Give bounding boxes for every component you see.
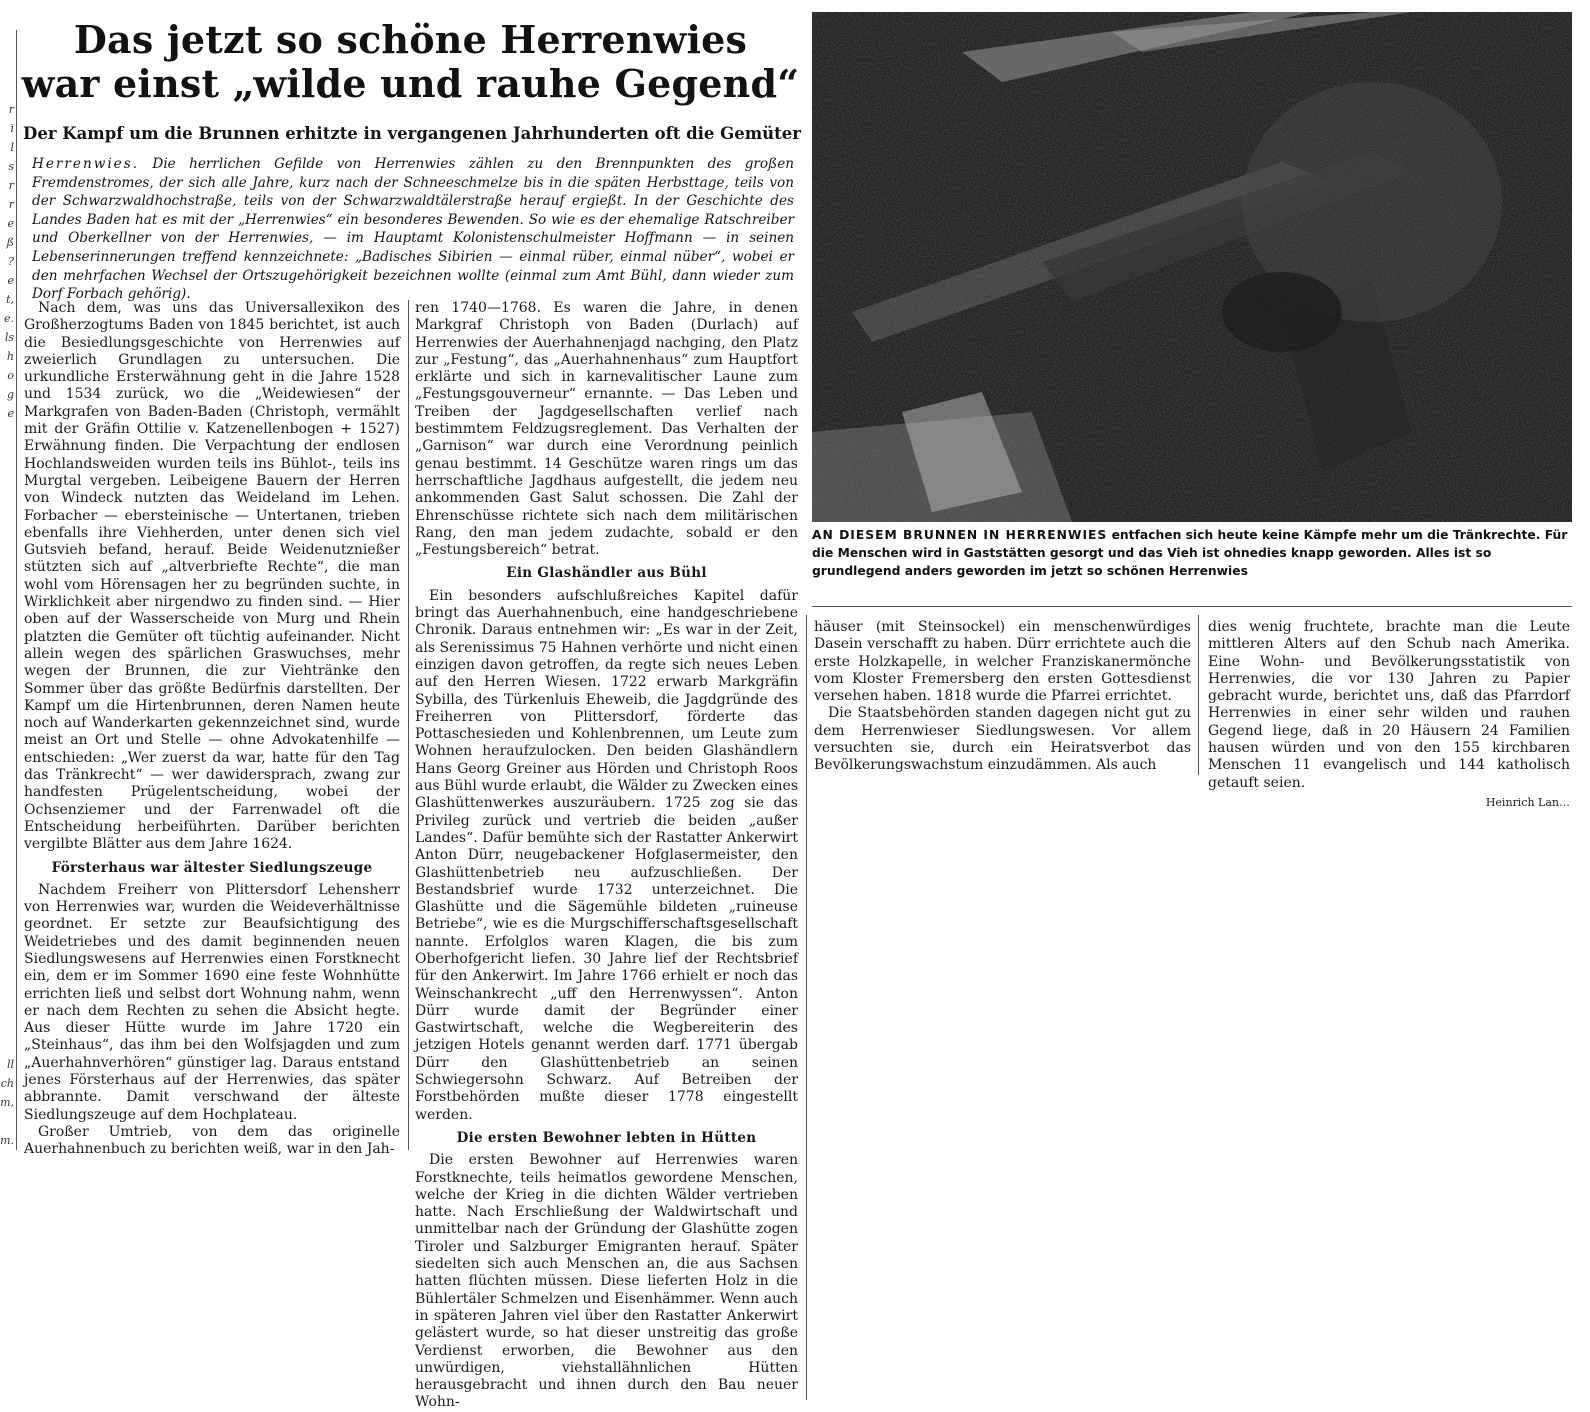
margin-fragment: m. bbox=[0, 1134, 14, 1147]
column-2-subheading-2: Die ersten Bewohner lebten in Hütten bbox=[456, 1129, 757, 1146]
margin-fragment: ß bbox=[6, 236, 14, 249]
margin-fragment: h bbox=[6, 350, 14, 363]
margin-fragment: r bbox=[8, 198, 14, 211]
margin-fragment: g bbox=[6, 388, 14, 401]
lead-dateline: Herrenwies. bbox=[32, 156, 140, 172]
margin-fragment: ch bbox=[0, 1077, 14, 1090]
margin-fragment: e bbox=[7, 274, 14, 287]
photo-caption-text: entfachen sich heute keine Kämpfe mehr um die Tränkrechte. Für die Menschen wird in Gaststätten gesorgt und das Vieh ist ohnedies knapp geworden. Alles ist so grundlegend anders geworden im jetzt so schönen Herrenwies bbox=[812, 528, 1568, 578]
left-margin-fragments-lower bbox=[0, 1055, 14, 1155]
margin-fragment: t, bbox=[6, 293, 14, 306]
left-border-rule bbox=[16, 30, 17, 1150]
margin-fragment: r bbox=[8, 179, 14, 192]
headline bbox=[18, 18, 803, 106]
column-1-paragraph-1: Nach dem, was uns das Universallexikon des Großherzogtums Baden von 1845 berichtet, ist auch die Besiedlungsgeschichte von Herrenwies auf zweierlich Grundlagen zu untersuchen. Die urkundliche Ersterwähnung geht in die Jahre 1528 und 1534 zurück, wo die „Weidewiesen“ der Markgrafen von Baden-Baden (Christoph, vermählt mit der Gräfin Ottilie v. Katzenellenbogen + 1527) Erwähnung finden. Die Verpachtung der endlosen Hochlandsweiden wurden teils ins Bühlot-, teils ins Murgtal vergeben. Leibeigene Bauern der Herren von Windeck nutzten das Weideland im Lehen. Forbacher — ebersteinische — Untertanen, trieben ebenfalls ihre Viehherden, unter denen sich viel Gutsvieh befand, herauf. Beide Weidenutznießer stützten sich auf „altverbriefte Rechte“, die man wohl vom Hörensagen her zu begründen suchte, in Wirklichkeit aber nirgendwo zu finden sind. — Hier oben auf der Wasserscheide von Murg und Rhein platzten die Gemüter oft tüchtig aufeinander. Nicht allein wegen des spärlichen Graswuchses, mehr wegen der Brunnen, die zur Viehtränke den Sommer über das größte Bedürfnis darstellten. Der Kampf um die Hirtenbrunnen, deren Namen heute noch auf Wanderkarten gekennzeichnet sind, wurde meist an Ort und Stelle — ohne Advokatenhilfe — entschieden: „Wer zuerst da war, hatte für den Tag das Tränkrecht“ — wer dawidersprach, zwang zur handfesten Prügelentscheidung, wobei der Ochsenziemer und der Farrenwadel oft die Entscheidung herbeiführten. Darüber berichten vergilbte Blätter aus dem Jahre 1624. bbox=[24, 300, 400, 853]
column-2-paragraph-1: ren 1740—1768. Es waren die Jahre, in denen Markgraf Christoph von Baden (Durlach) auf Herrenwies der Auerhahnenjagd nachging, den Platz zur „Festung“, das „Auerhahnenhaus“ zum Hauptfort erklärte und sich in karnevalitischer Laune zum „Festungsgouverneur“ ernannte. — Das Leben und Treiben der Jagdgesellschaften verlief nach bestimmtem Feldzugsreglement. Das Verhalten der „Garnison“ war durch eine Verordnung peinlich genau bestimmt. 14 Geschütze waren rings um das herrschaftliche Jagdhaus aufgestellt, die jedem neu ankommenden Gast Salut schossen. Die Zahl der Ehrenschüsse richtete sich nach dem militärischen Rang, den man jedem zudachte, sobald er den „Festungsbereich“ betrat. bbox=[415, 300, 798, 559]
lead-paragraph bbox=[32, 155, 794, 304]
column-4 bbox=[1208, 619, 1570, 811]
margin-fragment: e. bbox=[3, 312, 14, 325]
photo-fountain bbox=[812, 12, 1572, 522]
photo-caption bbox=[812, 526, 1570, 580]
column-1 bbox=[24, 300, 400, 1159]
column-3-paragraph-1: häuser (mit Steinsockel) ein menschenwürdiges Dasein verschafft zu haben. Dürr errichtete auch die erste Holzkapelle, in welcher Franziskanermönche vom Kloster Fremersberg den ersten Gottesdienst versehen haben. 1818 wurde die Pfarrei errichtet. bbox=[814, 619, 1191, 705]
margin-fragment: r bbox=[8, 103, 14, 116]
column-2-paragraph-3: Die ersten Bewohner auf Herrenwies waren Forstknechte, teils heimatlos gewordene Menschen, welche der Krieg in die dichten Wälder vertrieben hatte. Nach Erschließung der Waldwirtschaft und unmittelbar nach der Gründung der Glashütte zogen Tiroler und Salzburger Emigranten herauf. Später siedelten sich auch Menschen an, die aus Sachsen hatten flüchten müssen. Diese lieferten Holz in die Bühlertäler Schmelzen und Eisenhämmer. Wenn auch in späteren Jahren viel über den Rastatter Ankerwirt gelästert wurde, so hat dieser unstreitig das große Verdienst erworben, die Bewohner aus den unwürdigen, viehstallähnlichen Hütten herausgebracht und ihnen durch den Bau neuer Wohn- bbox=[415, 1152, 798, 1411]
margin-fragment: ? bbox=[8, 255, 14, 268]
left-margin-fragments bbox=[0, 100, 14, 460]
lead-text: Die herrlichen Gefilde von Herrenwies zählen zu den Brennpunkten des großen Fremdenstromes, der sich alle Jahre, kurz nach der Schneeschmelze bis in die späten Herbsttage, teils von der Schwarzwaldhochstraße, teils von der Schwarzwaldtälerstraße herauf ergießt. In der Geschichte des Landes Baden hat es mit der „Herrenwies“ ein besonderes Bewenden. So wie es der ehemalige Ratschreiber und Oberkellner von der Herrenwies, — im Hauptamt Kolonistenschulmeister Hoffmann — in seinen Lebenserinnerungen treffend kennzeichnete: „Badisches Sibirien — einmal rüber, einmal nüber“, wobei er den mehrfachen Wechsel der Ortszugehörigkeit bezeichnen wollte (einmal zum Amt Bühl, dann wieder zum Dorf Forbach gehörig). bbox=[32, 156, 794, 303]
column-4-paragraph-1: dies wenig fruchtete, brachte man die Leute mittleren Alters auf den Schub nach Amerika. Eine Wohn- und Bevölkerungsstatistik von Herrenwies, die vor 130 Jahren zu Papier gebracht wurde, berichtet uns, daß das Pfarrdorf Herrenwies in einer sehr wilden und rauhen Gegend liege, daß in 20 Häusern 24 Familien hausen würden und von den 155 kirchbaren Menschen 11 evangelisch und 144 katholisch getauft seien. bbox=[1208, 619, 1570, 791]
author-byline: Heinrich Lan… bbox=[1485, 795, 1570, 809]
column-rule-2-3 bbox=[806, 615, 807, 1400]
column-2-subheading-1: Ein Glashändler aus Bühl bbox=[506, 565, 707, 582]
margin-fragment: e bbox=[7, 407, 14, 420]
margin-fragment: s bbox=[8, 160, 14, 173]
column-1-paragraph-3: Großer Umtrieb, von dem das originelle Auerhahnenbuch zu berichten weiß, war in den Jah- bbox=[24, 1123, 400, 1158]
margin-fragment: e bbox=[7, 217, 14, 230]
column-rule-3-4 bbox=[1198, 615, 1199, 775]
subheadline: Der Kampf um die Brunnen erhitzte in vergangenen Jahrhunderten oft die Gemüter bbox=[23, 124, 801, 143]
margin-fragment: m, bbox=[0, 1096, 14, 1109]
column-3-paragraph-2: Die Staatsbehörden standen dagegen nicht gut zu dem Herrenwieser Siedlungswesen. Vor allem versuchten sie, durch ein Heiratsverbot das Bevölkerungswachstum einzudämmen. Als auch bbox=[814, 705, 1191, 774]
column-2 bbox=[415, 300, 798, 1412]
margin-fragment: l bbox=[10, 141, 14, 154]
headline-line-2: war einst „wilde und rauhe Gegend“ bbox=[21, 61, 800, 106]
column-2-paragraph-2: Ein besonders aufschlußreiches Kapitel dafür bringt das Auerhahnenbuch, eine handgeschriebene Chronik. Daraus entnehmen wir: „Es war in der Zeit, als Serenissimus 75 Hahnen verhörte und nicht einen einzigen davon getroffen, da regte sich neues Leben auf den Herren Wiesen. 1722 erwarb Markgräfin Sybilla, des Türkenluis Eheweib, die Jagdgründe des Freiherren von Plittersdorf, förderte das Pottaschesieden und Kohlenbrennen, um Leute zum Wohnen heraufzulocken. Den beiden Glashändlern Hans Georg Greiner aus Hörden und Christoph Roos aus Bühl wurde erlaubt, die Wälder zu Zwecken eines Glashüttenwerkes auszuräubern. 1725 zog sie das Privileg zurück und vertrieb die beiden „außer Landes“. Dafür bemühte sich der Rastatter Ankerwirt Anton Dürr, neugebackener Hofglasermeister, den Glashüttenbetrieb neu aufzuschließen. Der Bestandsbrief wurde 1732 unterzeichnet. Die Glashütte und die Sägemühle bildeten „ruineuse Betriebe“, wie es die Murgschifferschaftsgesellschaft nannte. Erfolglos waren Klagen, die bis zum Oberhofgericht liefen. 30 Jahre lief der Rechtsbrief für den Ankerwirt. Im Jahre 1766 erhielt er noch das Weinschankrecht „uff den Herrenwyssen“. Anton Dürr wurde damit der Begründer einer Gastwirtschaft, welche die Wegbereiterin des jetzigen Hotels genannt werden darf. 1771 übergab Dürr den Glashüttenbetrieb an seinen Schwiegersohn Schwarz. Auf Betreiben der Forstbehörden mußte dieser 1778 eingestellt werden. bbox=[415, 587, 798, 1123]
margin-fragment: o bbox=[7, 369, 14, 382]
photo-fountain-image bbox=[812, 12, 1572, 522]
column-1-subheading: Försterhaus war ältester Siedlungszeuge bbox=[51, 859, 373, 876]
margin-fragment: ls bbox=[4, 331, 14, 344]
margin-fragment: i bbox=[10, 122, 14, 135]
photo-caption-rule bbox=[812, 606, 1572, 607]
margin-fragment: ll bbox=[6, 1058, 14, 1071]
column-3 bbox=[814, 619, 1191, 775]
photo-caption-lead: AN DIESEM BRUNNEN IN HERRENWIES bbox=[812, 528, 1108, 542]
headline-line-1: Das jetzt so schöne Herrenwies bbox=[73, 17, 748, 62]
column-1-paragraph-2: Nachdem Freiherr von Plittersdorf Lehensherr von Herrenwies war, wurden die Weideverhältnisse geordnet. Er setzte zur Beaufsichtigung des Weidetriebes und des damit beginnenden neuen Siedlungswesens auf Herrenwies einen Forstknecht ein, dem er im Sommer 1690 eine feste Wohnhütte errichten ließ und selbst dort Wohnung nahm, wenn er nach dem Rechten zu sehen die Absicht hegte. Aus dieser Hütte wurde im Jahre 1720 ein „Steinhaus“, das ihm bei den Wolfsjagden und zum „Auerhahnverhören“ günstiger lag. Daraus entstand jenes Försterhaus auf der Herrenwies, das später abbrannte. Damit verschwand der älteste Siedlungszeuge auf dem Hochplateau. bbox=[24, 881, 400, 1123]
column-rule-1-2 bbox=[408, 300, 409, 1150]
